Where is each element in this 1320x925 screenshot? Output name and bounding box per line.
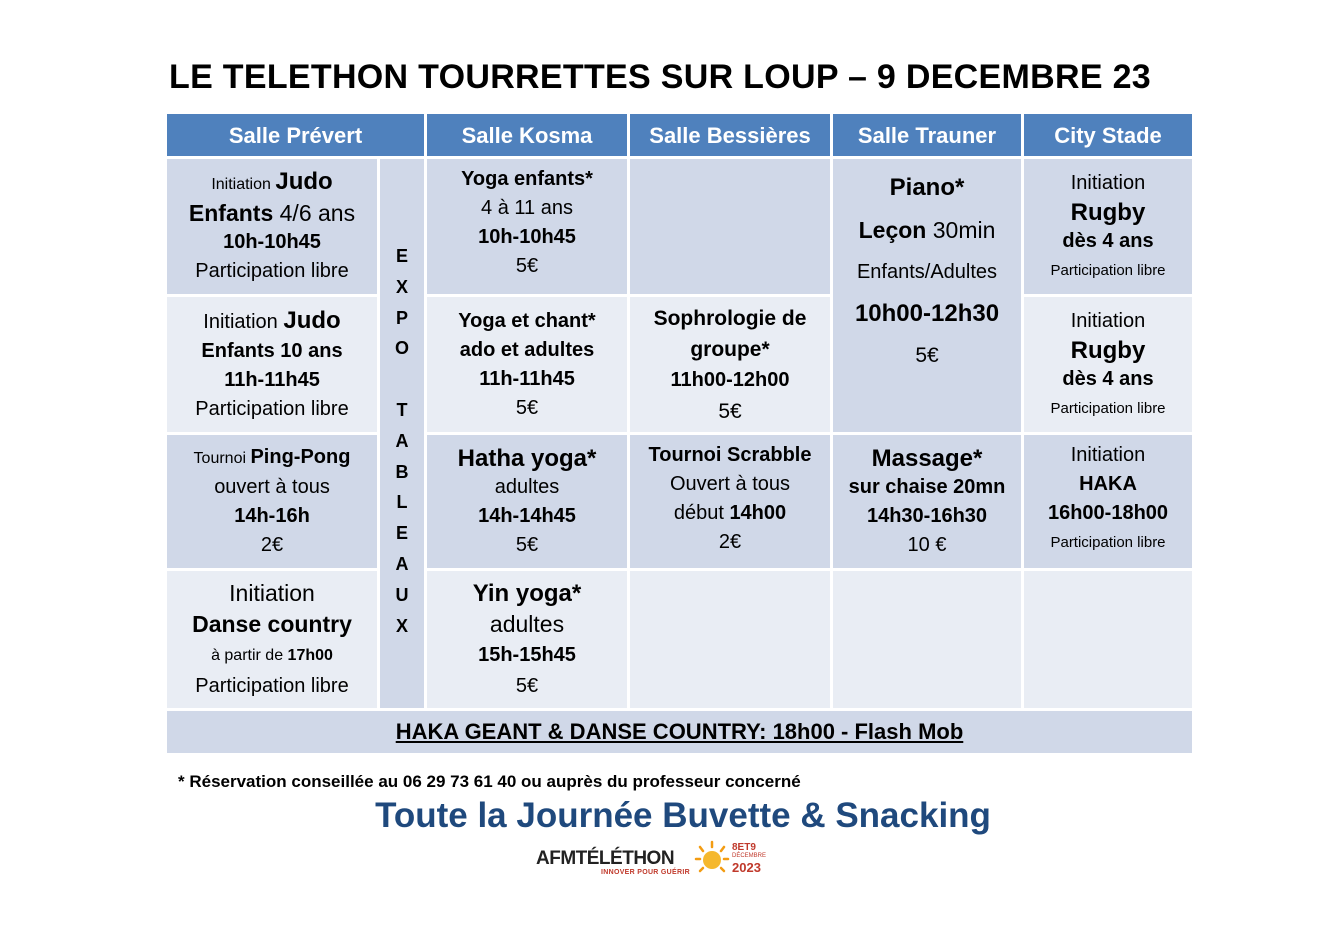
logo-date-year: 2023 <box>732 860 761 875</box>
activity-prefix: Initiation <box>1070 309 1146 332</box>
activity-name: Judo <box>275 168 333 195</box>
activity-name: Rugby <box>1070 336 1146 364</box>
activity-audience: ado et adultes <box>459 338 595 361</box>
kosma-hatha-yoga <box>427 435 627 568</box>
activity-name: Tournoi Scrabble <box>648 444 812 466</box>
city-rugby-1 <box>1024 159 1192 294</box>
trauner-piano <box>833 159 1021 432</box>
activity-prefix: Initiation <box>203 310 284 333</box>
activity-time: 11h00-12h00 <box>670 368 790 391</box>
activity-audience: 4 à 11 ans <box>481 197 573 219</box>
activity-name-cont: groupe* <box>690 337 770 361</box>
city-haka <box>1024 435 1192 568</box>
activity-name: Danse country <box>192 610 352 637</box>
activity-audience: Enfants <box>188 200 274 226</box>
expo-tableaux-column <box>380 159 424 708</box>
expo-letter: X <box>395 615 408 636</box>
activity-time: 14h30-16h30 <box>866 504 988 527</box>
reservation-footnote: * Réservation conseillée au 06 29 73 61 40 ou auprès du professeur concerné <box>178 772 801 791</box>
activity-price: 2€ <box>260 534 284 556</box>
afm-telethon-logo <box>536 838 776 882</box>
activity-price: Participation libre <box>1050 399 1166 417</box>
activity-audience: dès 4 ans <box>1062 229 1154 252</box>
expo-letter: O <box>394 338 409 359</box>
header-city-stade: City Stade <box>1024 114 1192 156</box>
bessieres-empty-2 <box>630 571 830 708</box>
kosma-yoga-enfants <box>427 159 627 294</box>
activity-audience: adultes <box>489 610 565 637</box>
activity-time: 10h-10h45 <box>223 231 321 253</box>
activity-price: 5€ <box>515 396 539 419</box>
header-salle-prevert: Salle Prévert <box>167 114 424 156</box>
activity-price: Participation libre <box>195 397 349 420</box>
header-salle-trauner: Salle Trauner <box>833 114 1021 156</box>
activity-time-prefix: début <box>673 502 730 524</box>
activity-time: 14h00 <box>729 502 787 524</box>
trauner-empty <box>833 571 1021 708</box>
logo-tagline: INNOVER POUR GUÉRIR <box>601 869 690 876</box>
activity-time: 17h00 <box>287 646 333 664</box>
activity-time: 10h00-12h30 <box>854 300 1000 327</box>
activity-price: 5€ <box>515 533 539 556</box>
activity-name: Yoga et chant* <box>458 309 596 332</box>
trauner-massage <box>833 435 1021 568</box>
activity-time: 16h00-18h00 <box>1047 502 1169 524</box>
activity-prefix: Initiation <box>229 579 315 606</box>
activity-audience: Enfants 10 ans <box>201 339 343 362</box>
activity-time-prefix: à partir de <box>211 646 288 664</box>
activity-price: 5€ <box>915 344 939 367</box>
logo-date-month: DÉCEMBRE <box>732 853 767 859</box>
bessieres-empty-1 <box>630 159 830 294</box>
activity-price: Participation libre <box>195 674 349 697</box>
activity-name: Judo <box>283 306 341 334</box>
expo-letter: U <box>395 584 409 605</box>
activity-time: 14h-16h <box>234 505 310 527</box>
logo-wordmark: AFMTÉLÉTHON <box>536 848 675 869</box>
activity-price: Participation libre <box>1050 261 1166 279</box>
prevert-judo-4-6 <box>167 159 377 294</box>
expo-letter: E <box>395 523 408 544</box>
activity-time: 10h-10h45 <box>478 226 576 248</box>
activity-name: Piano* <box>889 174 965 201</box>
activity-price: 5€ <box>718 399 742 423</box>
activity-age: 4/6 ans <box>273 200 356 226</box>
activity-audience: dès 4 ans <box>1062 367 1154 390</box>
expo-letter: B <box>395 461 409 482</box>
header-salle-bessieres: Salle Bessières <box>630 114 830 156</box>
activity-name: Rugby <box>1070 198 1146 226</box>
expo-letter: E <box>395 246 408 266</box>
activity-price: 2€ <box>718 531 742 553</box>
schedule-table <box>167 114 1188 750</box>
activity-prefix: Initiation <box>1070 171 1146 194</box>
expo-letter: A <box>395 430 409 451</box>
flash-mob-banner: HAKA GEANT & DANSE COUNTRY: 18h00 - Flash Mob <box>167 711 1192 753</box>
expo-letter: X <box>395 276 408 297</box>
activity-price: Participation libre <box>1050 534 1166 551</box>
expo-letter: T <box>396 399 408 420</box>
activity-price: 10 € <box>907 533 947 556</box>
expo-letter: P <box>395 307 408 328</box>
activity-name: Ping-Pong <box>250 446 351 468</box>
prevert-judo-10 <box>167 297 377 432</box>
expo-letter: A <box>395 553 409 574</box>
activity-duration: 30min <box>926 217 996 243</box>
city-rugby-2 <box>1024 297 1192 432</box>
header-salle-kosma: Salle Kosma <box>427 114 627 156</box>
buvette-snacking-text: Toute la Journée Buvette & Snacking <box>375 796 991 835</box>
activity-detail: sur chaise 20mn <box>848 475 1006 498</box>
expo-letter: L <box>396 492 408 513</box>
activity-audience: Ouvert à tous <box>669 473 791 495</box>
activity-time: 11h-11h45 <box>224 368 320 391</box>
activity-name: Massage* <box>871 444 983 472</box>
activity-name: HAKA <box>1079 473 1137 495</box>
activity-prefix: Initiation <box>211 176 276 193</box>
activity-price: Participation libre <box>195 260 349 282</box>
activity-price: 5€ <box>515 674 539 697</box>
page-title: LE TELETHON TOURRETTES SUR LOUP – 9 DECEMBRE 23 <box>169 58 1151 96</box>
logo-date-days: 8ET9 <box>732 842 756 853</box>
activity-prefix: Tournoi <box>193 450 251 467</box>
activity-name: Hatha yoga* <box>457 444 597 472</box>
activity-time: 14h-14h45 <box>478 504 576 527</box>
kosma-yoga-chant <box>427 297 627 432</box>
sun-icon <box>694 838 730 876</box>
activity-prefix: Initiation <box>1070 444 1146 466</box>
activity-price: 5€ <box>515 255 539 277</box>
activity-audience: ouvert à tous <box>214 476 330 498</box>
kosma-yin-yoga <box>427 571 627 708</box>
city-empty <box>1024 571 1192 708</box>
activity-name: Sophrologie de <box>653 306 807 330</box>
activity-name: Yin yoga* <box>472 579 582 607</box>
activity-audience: Enfants/Adultes <box>856 261 998 283</box>
activity-audience: adultes <box>494 475 560 498</box>
activity-label: Leçon <box>858 217 927 243</box>
activity-name: Yoga enfants* <box>461 168 593 190</box>
prevert-ping-pong <box>167 435 377 568</box>
bessieres-sophrologie <box>630 297 830 432</box>
activity-time: 11h-11h45 <box>479 367 575 390</box>
activity-time: 15h-15h45 <box>478 643 576 666</box>
bessieres-scrabble <box>630 435 830 568</box>
prevert-danse-country <box>167 571 377 708</box>
